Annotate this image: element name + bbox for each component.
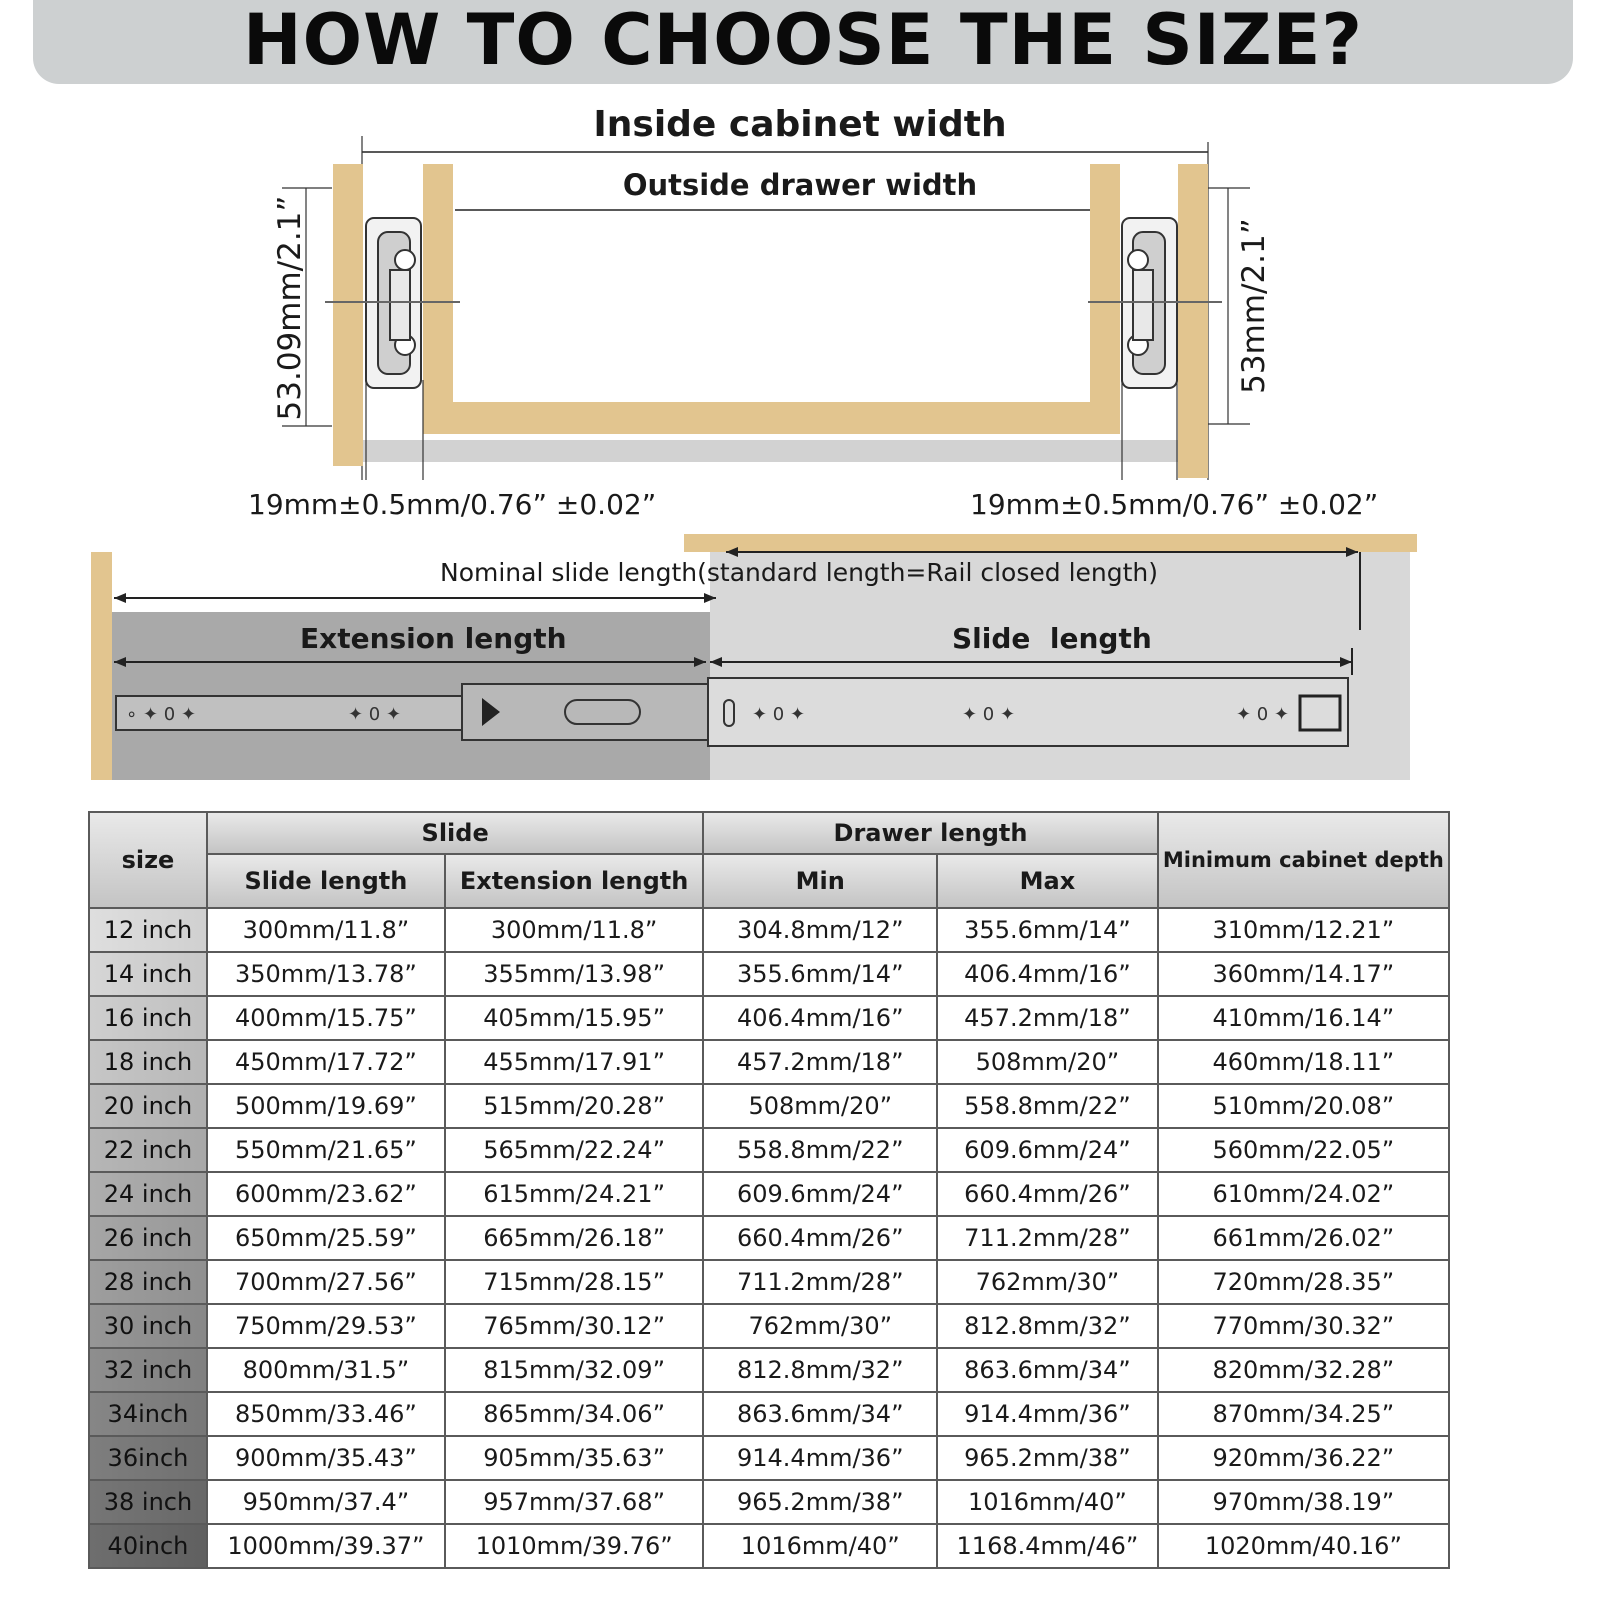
extension-length-cell: 865mm/34.06” (445, 1392, 703, 1436)
size-cell: 34inch (89, 1392, 207, 1436)
table-row (89, 1040, 1449, 1084)
slide-length-label: Slide length (952, 622, 1152, 655)
svg-text:✦ 0 ✦: ✦ 0 ✦ (962, 704, 1016, 725)
cabinet-cross-section-diagram (0, 90, 1600, 530)
header-minimum-cabinet-depth: Minimum cabinet depth (1158, 812, 1449, 908)
extension-length-cell: 715mm/28.15” (445, 1260, 703, 1304)
table-row (89, 1304, 1449, 1348)
drawer-min-cell: 609.6mm/24” (703, 1172, 937, 1216)
min-cabinet-depth-cell: 360mm/14.17” (1158, 952, 1449, 996)
drawer-right-wall (1090, 164, 1120, 434)
size-cell: 20 inch (89, 1084, 207, 1128)
drawer-max-cell: 965.2mm/38” (937, 1436, 1158, 1480)
svg-text:✦ 0 ✦: ✦ 0 ✦ (752, 704, 806, 725)
slide-length-cell: 500mm/19.69” (207, 1084, 445, 1128)
drawer-min-cell: 304.8mm/12” (703, 908, 937, 952)
cabinet-cross-section-svg (0, 90, 1600, 530)
min-cabinet-depth-cell: 310mm/12.21” (1158, 908, 1449, 952)
cabinet-left-side (333, 164, 363, 466)
drawer-bottom (423, 402, 1120, 434)
drawer-max-cell: 406.4mm/16” (937, 952, 1158, 996)
svg-text:∘ ✦ 0 ✦: ∘ ✦ 0 ✦ (126, 704, 197, 725)
drawer-max-cell: 1016mm/40” (937, 1480, 1158, 1524)
size-cell: 22 inch (89, 1128, 207, 1172)
slide-length-cell: 1000mm/39.37” (207, 1524, 445, 1568)
min-cabinet-depth-cell: 610mm/24.02” (1158, 1172, 1449, 1216)
extension-length-cell: 515mm/20.28” (445, 1084, 703, 1128)
extension-length-cell: 1010mm/39.76” (445, 1524, 703, 1568)
header-slide-length: Slide length (207, 854, 445, 908)
nominal-slide-length-label: Nominal slide length(standard length=Rail closed length) (440, 558, 1159, 587)
extension-length-cell: 905mm/35.63” (445, 1436, 703, 1480)
drawer-min-cell: 508mm/20” (703, 1084, 937, 1128)
drawer-min-cell: 863.6mm/34” (703, 1392, 937, 1436)
size-cell: 30 inch (89, 1304, 207, 1348)
drawer-max-cell: 508mm/20” (937, 1040, 1158, 1084)
header-drawer-length: Drawer length (703, 812, 1157, 854)
drawer-max-cell: 558.8mm/22” (937, 1084, 1158, 1128)
drawer-max-cell: 457.2mm/18” (937, 996, 1158, 1040)
extension-length-cell: 300mm/11.8” (445, 908, 703, 952)
min-cabinet-depth-cell: 460mm/18.11” (1158, 1040, 1449, 1084)
header-size: size (89, 812, 207, 908)
size-cell: 14 inch (89, 952, 207, 996)
svg-text:✦ 0 ✦: ✦ 0 ✦ (1236, 704, 1290, 725)
drawer-min-cell: 406.4mm/16” (703, 996, 937, 1040)
table-row (89, 1524, 1449, 1568)
drawer-front (91, 552, 112, 780)
extension-length-cell: 957mm/37.68” (445, 1480, 703, 1524)
drawer-shadow (363, 440, 1178, 462)
table-row (89, 908, 1449, 952)
header-extension-length: Extension length (445, 854, 703, 908)
drawer-min-cell: 711.2mm/28” (703, 1260, 937, 1304)
drawer-left-wall (423, 164, 453, 434)
extension-length-cell: 615mm/24.21” (445, 1172, 703, 1216)
table-row (89, 1436, 1449, 1480)
slide-length-cell: 350mm/13.78” (207, 952, 445, 996)
min-cabinet-depth-cell: 1020mm/40.16” (1158, 1524, 1449, 1568)
size-cell: 38 inch (89, 1480, 207, 1524)
drawer-min-cell: 457.2mm/18” (703, 1040, 937, 1084)
table-row (89, 1128, 1449, 1172)
drawer-max-cell: 609.6mm/24” (937, 1128, 1158, 1172)
slide-length-cell: 900mm/35.43” (207, 1436, 445, 1480)
extension-length-cell: 455mm/17.91” (445, 1040, 703, 1084)
slide-length-cell: 400mm/15.75” (207, 996, 445, 1040)
size-cell: 36inch (89, 1436, 207, 1480)
size-cell: 26 inch (89, 1216, 207, 1260)
spec-table-body (89, 908, 1449, 1568)
right-gap-label: 19mm±0.5mm/0.76” ±0.02” (970, 488, 1379, 521)
min-cabinet-depth-cell: 920mm/36.22” (1158, 1436, 1449, 1480)
extension-length-cell: 405mm/15.95” (445, 996, 703, 1040)
table-row (89, 1392, 1449, 1436)
drawer-min-cell: 558.8mm/22” (703, 1128, 937, 1172)
table-row (89, 1480, 1449, 1524)
drawer-max-cell: 355.6mm/14” (937, 908, 1158, 952)
left-gap-label: 19mm±0.5mm/0.76” ±0.02” (248, 488, 657, 521)
size-spec-table (88, 811, 1450, 1569)
outside-drawer-width-label: Outside drawer width (622, 168, 978, 202)
drawer-min-cell: 660.4mm/26” (703, 1216, 937, 1260)
size-cell: 32 inch (89, 1348, 207, 1392)
table-row (89, 1172, 1449, 1216)
slide-length-cell: 800mm/31.5” (207, 1348, 445, 1392)
slide-length-cell: 650mm/25.59” (207, 1216, 445, 1260)
cabinet-right-side (1178, 164, 1208, 478)
min-cabinet-depth-cell: 770mm/30.32” (1158, 1304, 1449, 1348)
slide-length-cell: 950mm/37.4” (207, 1480, 445, 1524)
extension-length-label: Extension length (300, 622, 567, 655)
min-cabinet-depth-cell: 820mm/32.28” (1158, 1348, 1449, 1392)
min-cabinet-depth-cell: 870mm/34.25” (1158, 1392, 1449, 1436)
header-max: Max (937, 854, 1158, 908)
min-cabinet-depth-cell: 970mm/38.19” (1158, 1480, 1449, 1524)
drawer-min-cell: 965.2mm/38” (703, 1480, 937, 1524)
extension-length-cell: 665mm/26.18” (445, 1216, 703, 1260)
min-cabinet-depth-cell: 510mm/20.08” (1158, 1084, 1449, 1128)
extension-length-cell: 565mm/22.24” (445, 1128, 703, 1172)
slide-length-cell: 750mm/29.53” (207, 1304, 445, 1348)
size-cell: 24 inch (89, 1172, 207, 1216)
page-title: HOW TO CHOOSE THE SIZE? (242, 0, 1364, 81)
drawer-max-cell: 762mm/30” (937, 1260, 1158, 1304)
slide-length-cell: 600mm/23.62” (207, 1172, 445, 1216)
slide-length-cell: 450mm/17.72” (207, 1040, 445, 1084)
extension-length-cell: 765mm/30.12” (445, 1304, 703, 1348)
size-cell: 12 inch (89, 908, 207, 952)
extension-length-cell: 815mm/32.09” (445, 1348, 703, 1392)
drawer-max-cell: 1168.4mm/46” (937, 1524, 1158, 1568)
size-cell: 18 inch (89, 1040, 207, 1084)
header-min: Min (703, 854, 937, 908)
title-banner (33, 0, 1573, 84)
min-cabinet-depth-cell: 661mm/26.02” (1158, 1216, 1449, 1260)
slide-side-view-diagram (0, 530, 1600, 800)
drawer-min-cell: 914.4mm/36” (703, 1436, 937, 1480)
drawer-min-cell: 762mm/30” (703, 1304, 937, 1348)
right-height-label: 53mm/2.1” (1236, 218, 1272, 394)
slide-length-cell: 700mm/27.56” (207, 1260, 445, 1304)
drawer-max-cell: 660.4mm/26” (937, 1172, 1158, 1216)
size-cell: 16 inch (89, 996, 207, 1040)
drawer-max-cell: 812.8mm/32” (937, 1304, 1158, 1348)
slide-length-cell: 300mm/11.8” (207, 908, 445, 952)
min-cabinet-depth-cell: 720mm/28.35” (1158, 1260, 1449, 1304)
min-cabinet-depth-cell: 560mm/22.05” (1158, 1128, 1449, 1172)
cabinet-top-board (684, 534, 1417, 552)
table-row (89, 1260, 1449, 1304)
size-cell: 28 inch (89, 1260, 207, 1304)
drawer-min-cell: 1016mm/40” (703, 1524, 937, 1568)
slide-length-cell: 550mm/21.65” (207, 1128, 445, 1172)
drawer-min-cell: 355.6mm/14” (703, 952, 937, 996)
drawer-max-cell: 863.6mm/34” (937, 1348, 1158, 1392)
table-row (89, 996, 1449, 1040)
table-row (89, 1348, 1449, 1392)
drawer-max-cell: 711.2mm/28” (937, 1216, 1158, 1260)
table-row (89, 1084, 1449, 1128)
header-slide: Slide (207, 812, 703, 854)
drawer-max-cell: 914.4mm/36” (937, 1392, 1158, 1436)
table-row (89, 1216, 1449, 1260)
left-height-label: 53.09mm/2.1” (272, 195, 308, 421)
extension-length-cell: 355mm/13.98” (445, 952, 703, 996)
table-row (89, 952, 1449, 996)
svg-text:✦ 0 ✦: ✦ 0 ✦ (348, 704, 402, 725)
slide-length-cell: 850mm/33.46” (207, 1392, 445, 1436)
min-cabinet-depth-cell: 410mm/16.14” (1158, 996, 1449, 1040)
inside-cabinet-width-label: Inside cabinet width (593, 104, 1007, 145)
size-cell: 40inch (89, 1524, 207, 1568)
drawer-min-cell: 812.8mm/32” (703, 1348, 937, 1392)
